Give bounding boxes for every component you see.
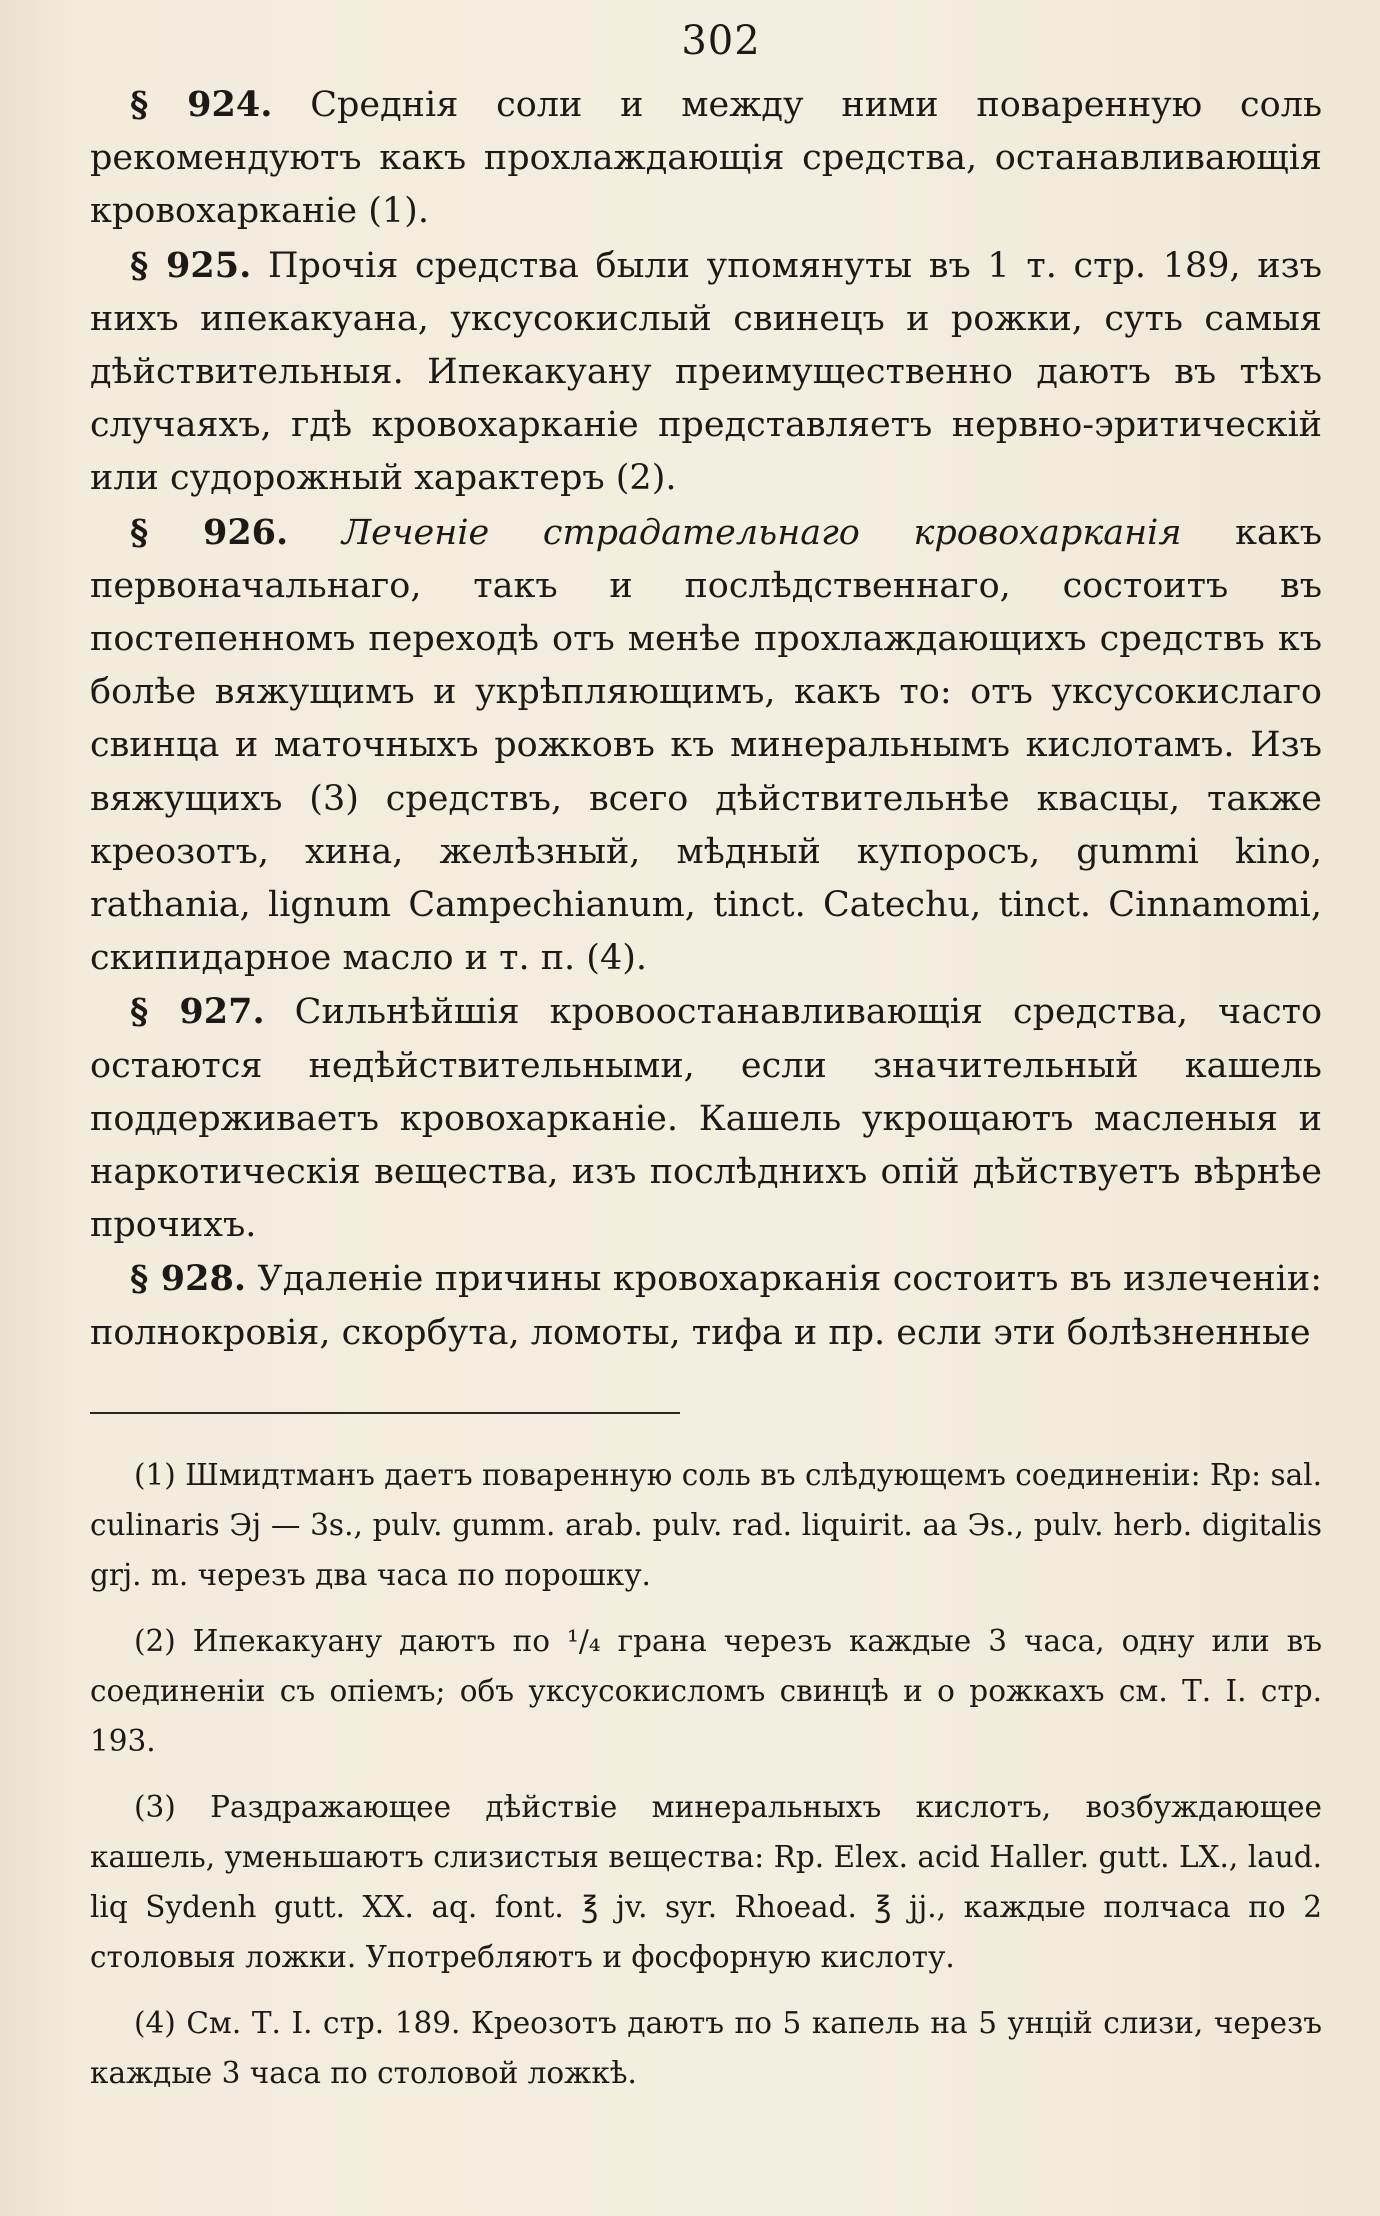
- footnote-4: (4) См. Т. I. стр. 189. Креозотъ даютъ по 5 капель на 5 унцій слизи, черезъ каждые 3 часа по столовой ложкѣ.: [90, 2005, 1322, 2090]
- paragraph-text: Удаленіе причины кровохарканія состоитъ въ излеченіи: полнокровія, скорбута, ломоты, тифа и пр. если эти болѣзненные: [90, 1259, 1322, 1353]
- main-text: [90, 78, 1322, 1360]
- footnote-2: (2) Ипекакуану даютъ по ¹/₄ грана черезъ каждые 3 часа, одну или въ соединеніи съ опіемъ; объ уксусокисломъ свинцѣ и о рожкахъ см. Т. I. стр. 193.: [90, 1623, 1322, 1758]
- footnote-1: (1) Шмидтманъ даетъ поваренную соль въ слѣдующемъ соединеніи: Rp: sal. culinaris Эj — 3s., pulv. gumm. arab. pulv. rad. liquirit. aa Эs., pulv. herb. digitalis grj. m. черезъ два часа по порошку.: [90, 1457, 1322, 1592]
- paragraph-text: Сильнѣйшія кровоостанавливающія средства, часто остаются недѣйствительными, если значительный кашель поддерживаетъ кровохарканіе. Кашель укрощаютъ масленыя и наркотическія вещества, изъ послѣднихъ опій дѣйствуетъ вѣрнѣе прочихъ.: [90, 992, 1323, 1246]
- footnotes: [90, 1450, 1322, 2098]
- section-number: § 925.: [130, 244, 252, 286]
- section-number: § 924.: [130, 84, 273, 125]
- paragraph-text: Среднія соли и между ними поваренную соль рекомендуютъ какъ прохлаждающія средства, останавливающія кровохарканіе (1).: [90, 85, 1322, 232]
- paragraph-text-continued: какъ первоначальнаго, такъ и послѣдственнаго, состоитъ въ постепенномъ переходѣ отъ менѣе прохлаждающихъ средствъ къ болѣе вяжущимъ и укрѣпляющимъ, какъ то: отъ уксусокислаго свинца и маточныхъ рожковъ къ минеральнымъ кислотамъ. Изъ вяжущихъ (3) средствъ, всего дѣйствительнѣе квасцы, также креозотъ, хина, желѣзный, мѣдный купоросъ, gummi kino, rathania, lignum Campechianum, tinct. Catechu, tinct. Cinnamomi, скипидарное масло и т. п. (4).: [90, 512, 1323, 979]
- paragraph-927: [90, 985, 1322, 1252]
- footnote-3: (3) Раздражающее дѣйствіе минеральныхъ кислотъ, возбуждающее кашель, уменьшаютъ слизистыя вещества: Rp. Elex. acid Haller. gutt. LX., laud. liq Sydenh gutt. XX. aq. font. ℥ jv. syr. Rhoead. ℥ jj., каждые полчаса по 2 столовыя ложки. Употребляютъ и фосфорную кислоту.: [90, 1789, 1322, 1974]
- paragraph-928: [90, 1252, 1322, 1359]
- paragraph-italic-title: Леченіе страдательнаго кровохарканія: [341, 512, 1182, 553]
- section-number: § 927.: [130, 991, 265, 1033]
- section-number: § 926.: [130, 511, 289, 553]
- paragraph-924: [90, 78, 1322, 239]
- paragraph-text: [288, 513, 342, 553]
- paragraph-926: [90, 506, 1322, 986]
- paragraph-925: [90, 239, 1322, 506]
- page-number: 302: [681, 18, 761, 64]
- section-number: § 928.: [130, 1258, 247, 1300]
- footnote-divider: [90, 1412, 680, 1414]
- paragraph-text: Прочія средства были упомянуты въ 1 т. стр. 189, изъ нихъ ипекакуана, уксусокислый свинецъ и рожки, суть самыя дѣйствительныя. Ипекакуану преимущественно даютъ въ тѣхъ случаяхъ, гдѣ кровохарканіе представляетъ нервно-эритическій или судорожный характеръ (2).: [90, 245, 1322, 499]
